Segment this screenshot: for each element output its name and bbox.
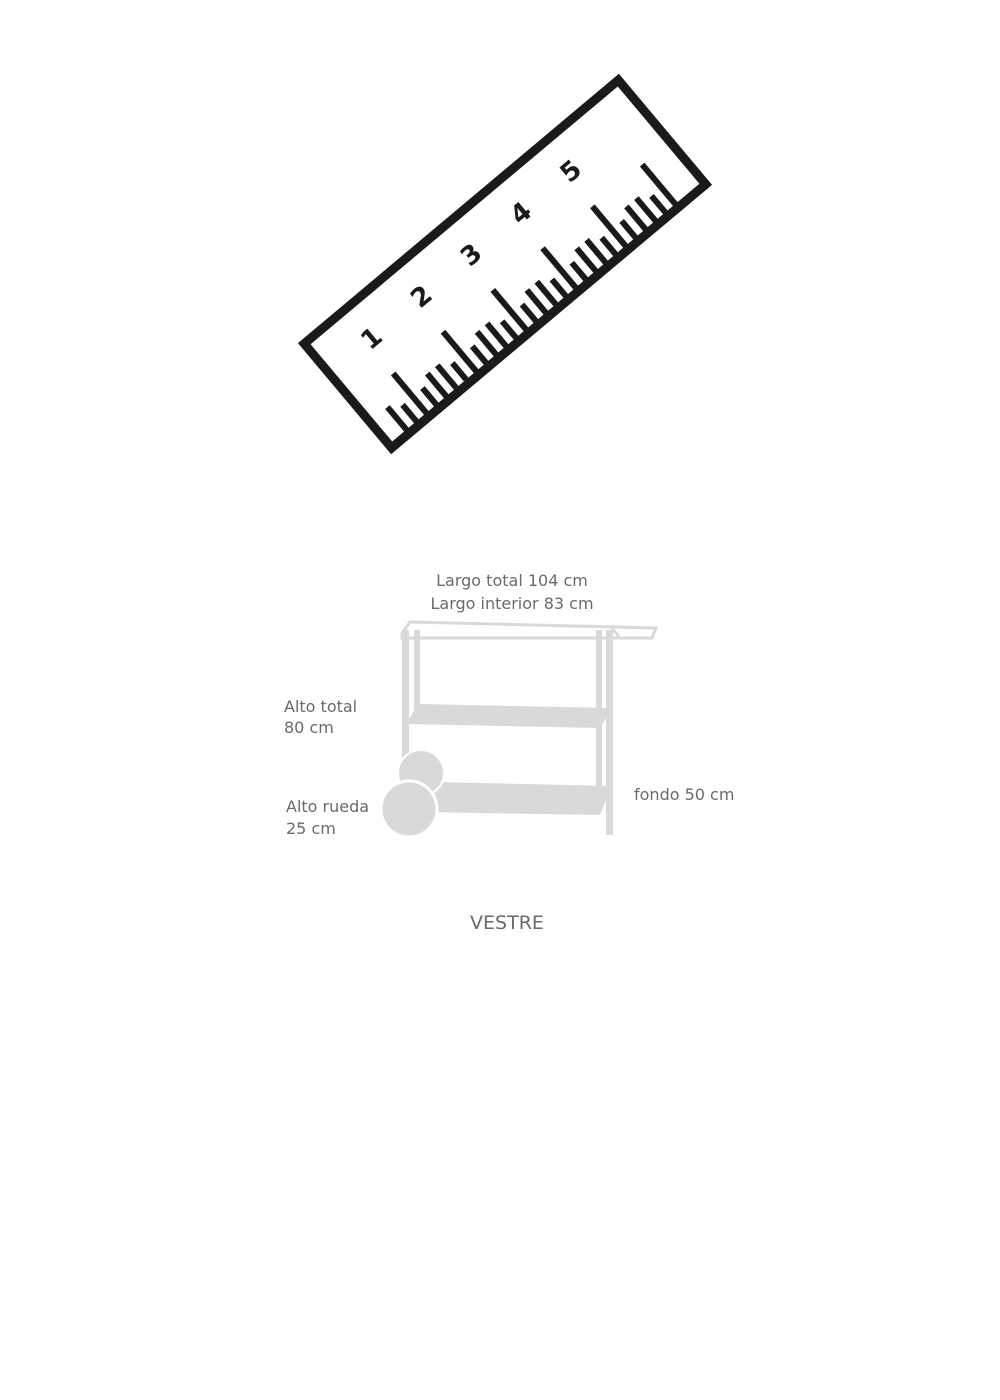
cart-bottom-shelf (420, 782, 612, 815)
label-largo-total: Largo total 104 cm (436, 571, 588, 590)
label-fondo: fondo 50 cm (634, 785, 735, 804)
cart-leg (414, 630, 420, 714)
ruler-number: 4 (504, 196, 539, 231)
cart-leg (402, 630, 409, 760)
label-largo-interior: Largo interior 83 cm (430, 594, 594, 613)
label-alto-total: Alto total (284, 697, 358, 716)
label-alto-rueda: Alto rueda (286, 797, 370, 816)
cart-middle-shelf (406, 704, 612, 728)
label-alto-rueda-value: 25 cm (286, 819, 336, 838)
ruler-number: 1 (355, 321, 389, 357)
brand-name: VESTRE (470, 912, 544, 934)
ruler-number: 5 (554, 154, 588, 190)
label-alto-total-value: 80 cm (284, 718, 334, 737)
cart-wheel-front (381, 781, 437, 837)
ruler-number: 3 (455, 238, 489, 273)
cart-leg (606, 630, 613, 835)
ruler-number: 2 (405, 279, 439, 315)
